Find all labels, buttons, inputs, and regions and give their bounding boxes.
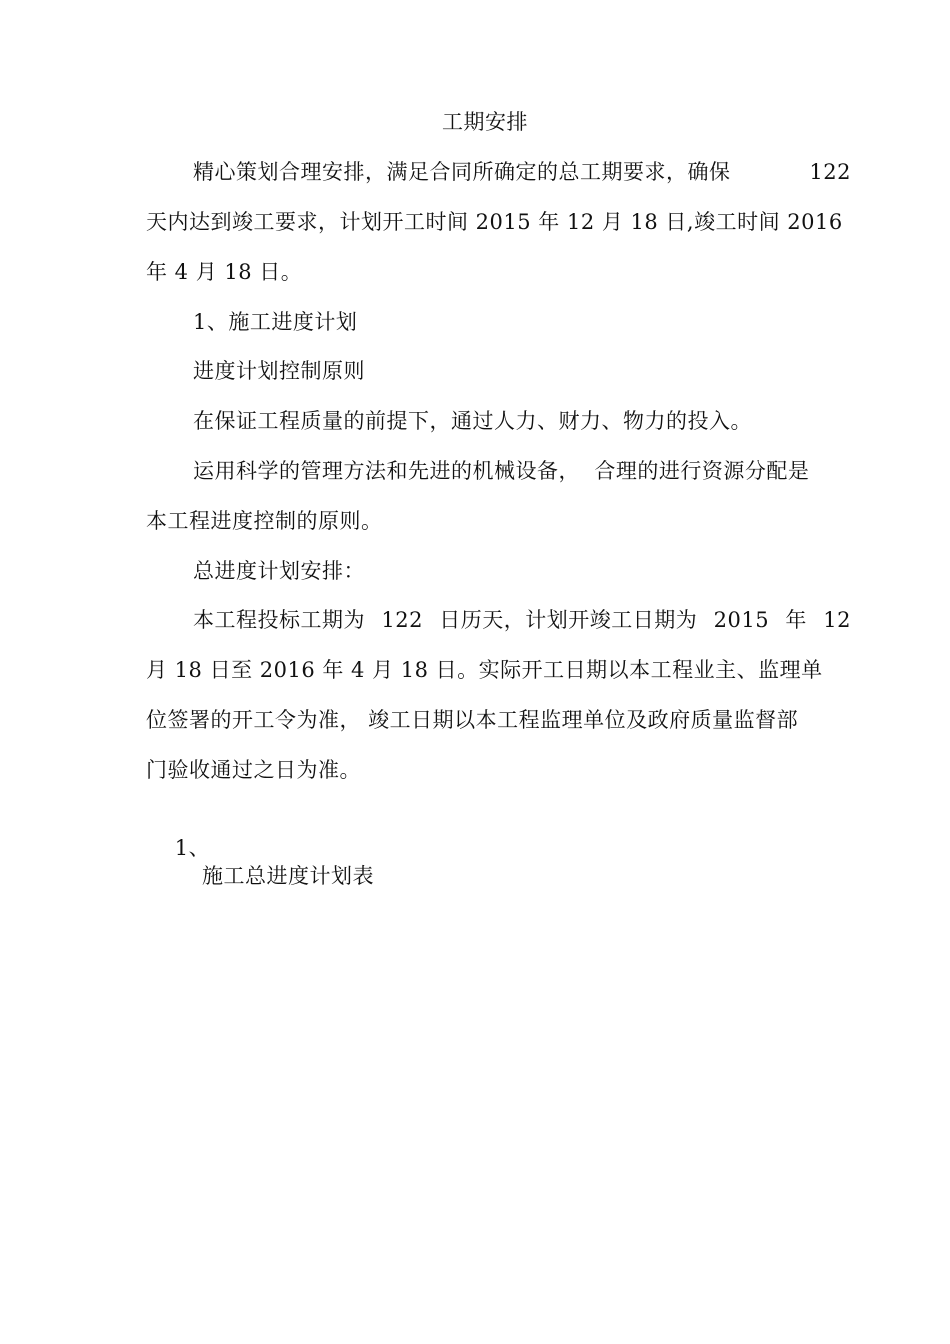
table-heading <box>146 806 374 918</box>
principle-heading: 进度计划控制原则 <box>193 359 365 383</box>
principle-paragraph-2-line-2: 本工程进度控制的原则。 <box>146 509 383 533</box>
intro-line-2: 天内达到竣工要求，计划开工时间 2015 年 12 月 18 日,竣工时间 2016 <box>146 210 843 234</box>
schedule-year-number: 2015 <box>713 608 770 632</box>
schedule-line-4: 门验收通过之日为准。 <box>146 758 361 782</box>
intro-line-3: 年 4 月 18 日。 <box>146 260 303 284</box>
schedule-heading: 总进度计划安排： <box>193 559 365 583</box>
schedule-line-1 <box>193 606 851 634</box>
schedule-line-2: 月 18 日至 2016 年 4 月 18 日。实际开工日期以本工程业主、监理单 <box>146 658 823 682</box>
principle-paragraph-2-line-1: 运用科学的管理方法和先进的机械设备， 合理的进行资源分配是 <box>193 459 810 483</box>
schedule-text-part: 本工程投标工期为 <box>193 608 365 632</box>
table-heading-number: 1、 <box>174 836 211 860</box>
intro-line-1 <box>193 158 851 186</box>
table-heading-text: 施工总进度计划表 <box>202 864 374 888</box>
schedule-text-part: 日历天，计划开竣工日期为 <box>439 608 698 632</box>
intro-line-1-text: 精心策划合理安排，满足合同所确定的总工期要求，确保 <box>193 160 731 184</box>
document-title: 工期安排 <box>442 110 528 134</box>
principle-paragraph-1: 在保证工程质量的前提下，通过人力、财力、物力的投入。 <box>193 409 752 433</box>
intro-duration-number: 122 <box>809 160 851 184</box>
schedule-text-part: 年 <box>785 608 807 632</box>
schedule-month-number: 12 <box>823 608 851 632</box>
schedule-line-3: 位签署的开工令为准， 竣工日期以本工程监理单位及政府质量监督部 <box>146 708 799 732</box>
section-heading-progress-plan: 1、施工进度计划 <box>193 310 358 334</box>
schedule-duration-number: 122 <box>381 608 423 632</box>
